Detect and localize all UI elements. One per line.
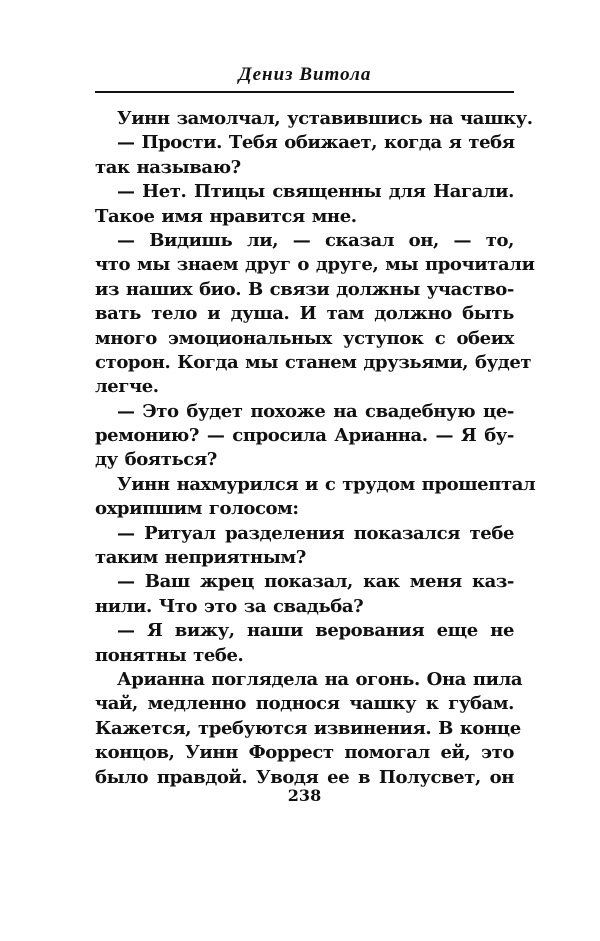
text-line: чай, медленно поднося чашку к губам. bbox=[95, 693, 514, 715]
paragraph bbox=[95, 131, 514, 180]
text-line: было правдой. Уводя ее в Полусвет, он bbox=[95, 766, 514, 788]
text-line: охрипшим голосом: bbox=[95, 498, 299, 520]
text-line: так называю? bbox=[95, 156, 241, 178]
text-line: концов, Уинн Форрест помогал ей, это bbox=[95, 742, 514, 764]
text-line: — Видишь ли, — сказал он, — то, bbox=[117, 229, 514, 251]
paragraph bbox=[95, 107, 533, 131]
text-line: — Ритуал разделения показался тебе bbox=[117, 522, 514, 544]
text-line: сторон. Когда мы станем друзьями, будет bbox=[95, 351, 532, 373]
running-header-author: Дениз Витола bbox=[238, 64, 372, 85]
text-line: — Это будет похоже на свадебную це- bbox=[117, 400, 514, 422]
text-line: — Я вижу, наши верования еще не bbox=[117, 620, 514, 642]
text-line: Кажется, требуются извинения. В конце bbox=[95, 717, 521, 739]
text-line: Уинн замолчал, уставившись на чашку. bbox=[117, 108, 533, 129]
text-line: Уинн нахмурился и с трудом прошептал bbox=[117, 473, 536, 495]
text-line: нили. Что это за свадьба? bbox=[95, 595, 364, 617]
paragraph bbox=[95, 619, 514, 668]
paragraph bbox=[95, 668, 523, 790]
paragraph bbox=[95, 400, 514, 473]
header-rule bbox=[95, 91, 514, 93]
text-line: Такое имя нравится мне. bbox=[95, 205, 357, 227]
text-line: — Ваш жрец показал, как меня каз- bbox=[117, 571, 514, 593]
text-line: из наших био. В связи должны участво- bbox=[95, 278, 514, 300]
text-line: — Прости. Тебя обижает, когда я тебя bbox=[117, 132, 515, 154]
text-line: Арианна поглядела на огонь. Она пила bbox=[117, 668, 523, 690]
text-line: ду бояться? bbox=[95, 449, 217, 471]
text-line: легче. bbox=[95, 376, 159, 398]
text-line: вать тело и душа. И там должно быть bbox=[95, 303, 514, 325]
text-body bbox=[95, 107, 536, 790]
paragraph bbox=[95, 180, 514, 229]
text-line: таким неприятным? bbox=[95, 547, 306, 569]
text-line: много эмоциональных уступок с обеих bbox=[95, 327, 514, 349]
text-line: понятны тебе. bbox=[95, 644, 244, 666]
paragraph bbox=[95, 229, 535, 400]
text-line: что мы знаем друг о друге, мы прочитали bbox=[95, 254, 535, 276]
paragraph bbox=[95, 570, 514, 619]
paragraph bbox=[95, 473, 536, 522]
paragraph bbox=[95, 522, 514, 571]
text-line: ремонию? — спросила Арианна. — Я бу- bbox=[95, 425, 514, 447]
page-number: 238 bbox=[287, 786, 322, 805]
text-line: — Нет. Птицы священны для Нагали. bbox=[117, 181, 514, 203]
